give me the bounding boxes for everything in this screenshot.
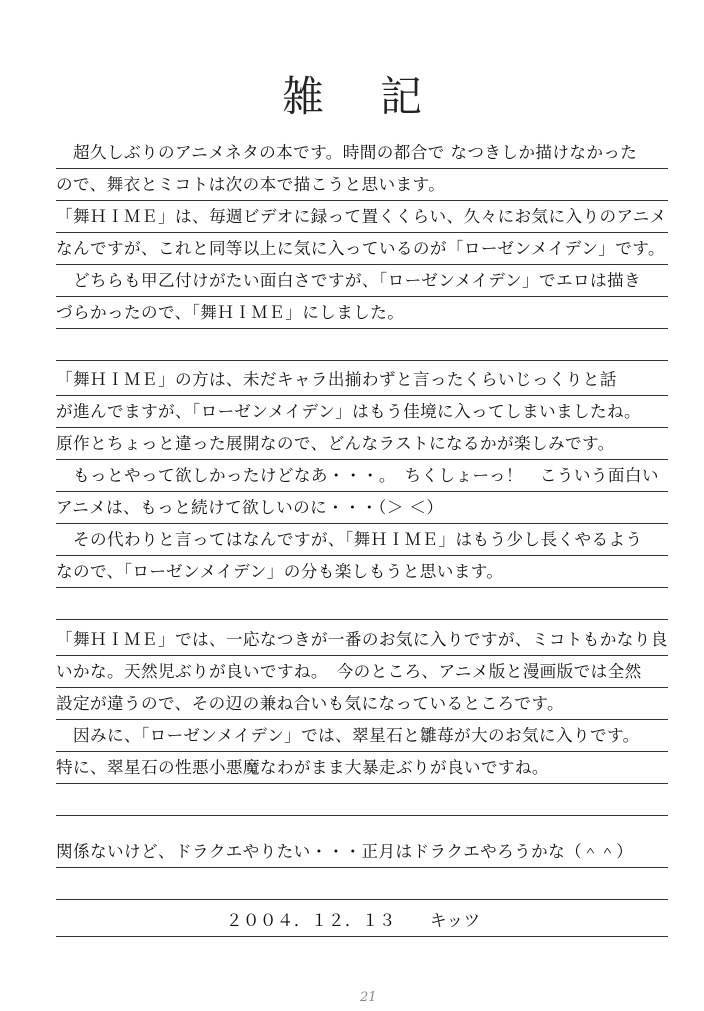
ruled-line xyxy=(56,298,668,329)
ruled-line xyxy=(56,589,668,620)
line-text: 特に、翠星石の性悪小悪魔なわがまま大暴走ぶりが良いですね。 xyxy=(56,758,549,777)
line-text: 「舞ＨＩＭＥ」は、毎週ビデオに録って置くくらい、久々にお気に入りのアニメ xyxy=(56,207,667,226)
page-number: 21 xyxy=(360,990,377,1005)
page-title: 雑記 xyxy=(281,72,478,121)
line-text: ので、舞衣とミコトは次の本で描こうと思います。 xyxy=(56,175,446,194)
ruled-line xyxy=(56,869,668,900)
ruled-line xyxy=(56,138,668,169)
ruled-line xyxy=(56,906,668,937)
line-text: どちらも甲乙付けがたい面白さですが、「ローゼンメイデン」でエロは描き xyxy=(56,271,641,290)
line-text: もっとやって欲しかったけどなあ・・・。 ちくしょーっ！ こういう面白い xyxy=(56,466,659,485)
line-text: 「舞ＨＩＭＥ」では、一応なつきが一番のお気に入りですが、ミコトもかなり良 xyxy=(56,630,668,649)
ruled-line xyxy=(56,689,668,720)
ruled-line xyxy=(56,429,668,460)
ruled-line xyxy=(56,557,668,588)
ruled-line xyxy=(56,625,668,656)
ruled-line xyxy=(56,397,668,428)
ruled-line xyxy=(56,365,668,396)
ruled-line xyxy=(56,753,668,784)
line-text: が進んでますが、「ローゼンメイデン」はもう佳境に入ってしまいましたね。 xyxy=(56,402,641,421)
ruled-line xyxy=(56,785,668,816)
ruled-line xyxy=(56,525,668,556)
line-text: 設定が違うので、その辺の兼ね合いも気になっているところです。 xyxy=(56,694,564,713)
ruled-line xyxy=(56,461,668,492)
line-text: ２００４．１２．１３ キッツ xyxy=(56,911,481,930)
line-text: その代わりと言ってはなんですが、「舞ＨＩＭＥ」はもう少し長くやるよう xyxy=(56,530,643,549)
ruled-line xyxy=(56,657,668,688)
line-text: なので、「ローゼンメイデン」の分も楽しもうと思います。 xyxy=(56,562,504,581)
ruled-line xyxy=(56,330,668,361)
line-text: なんですが、これと同等以上に気に入っているのが「ローゼンメイデン」です。 xyxy=(56,239,665,258)
line-text: いかな。天然児ぶりが良いですね。 今のところ、アニメ版と漫画版では全然 xyxy=(56,662,642,681)
ruled-line xyxy=(56,493,668,524)
line-text: 関係ないけど、ドラクエやりたい・・・正月はドラクエやろうかな（＾＾） xyxy=(56,842,634,861)
line-text: づらかったので、「舞ＨＩＭＥ」にしました。 xyxy=(56,303,405,322)
ruled-line xyxy=(56,266,668,297)
line-text: アニメは、もっと続けて欲しいのに・・・（＞ ＜） xyxy=(56,498,444,517)
ruled-line xyxy=(56,837,668,868)
line-text: 超久しぶりのアニメネタの本です。時間の都合で なつきしか描けなかった xyxy=(56,143,638,162)
ruled-line xyxy=(56,234,668,265)
line-text: 原作とちょっと違った展開なので、どんなラストになるかが楽しみです。 xyxy=(56,434,615,453)
line-text: 「舞ＨＩＭＥ」の方は、未だキャラ出揃わずと言ったくらいじっくりと話 xyxy=(56,370,617,389)
ruled-line xyxy=(56,170,668,201)
line-text: 因みに、「ローゼンメイデン」では、翠星石と雛苺が大のお気に入りです。 xyxy=(56,726,640,745)
ruled-line xyxy=(56,202,668,233)
ruled-line xyxy=(56,721,668,752)
